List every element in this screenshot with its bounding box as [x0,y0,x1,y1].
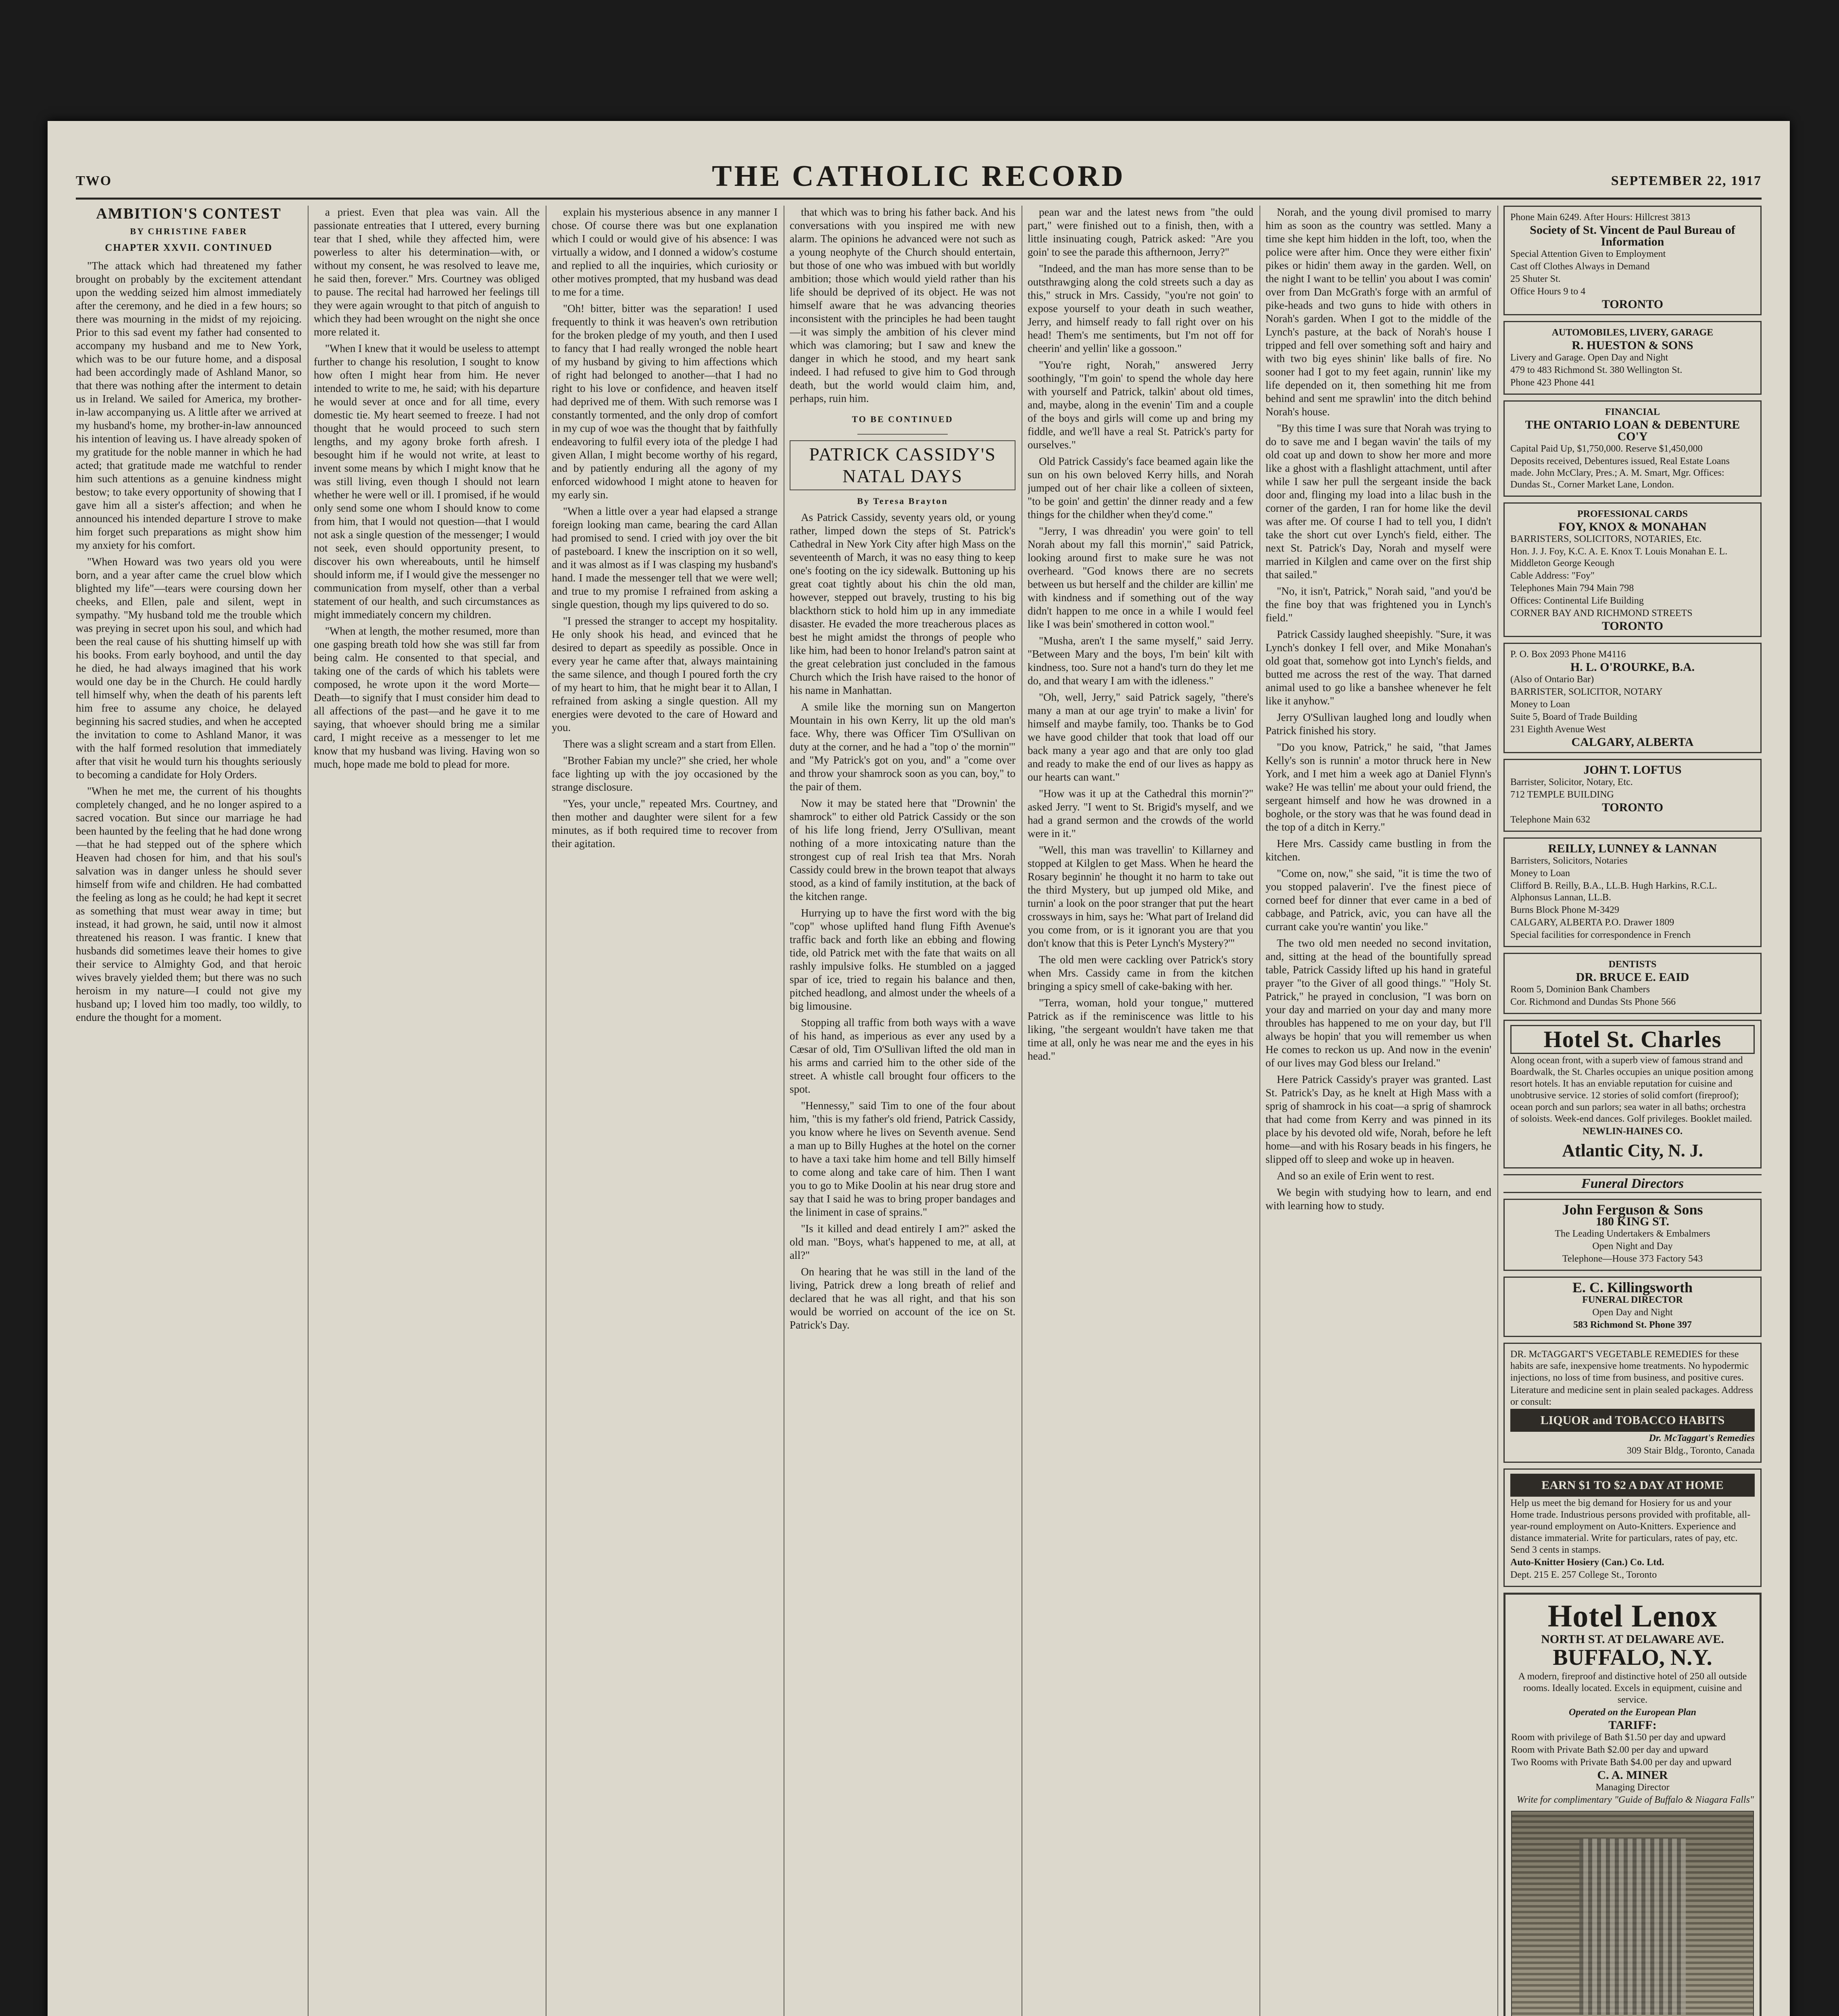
ad-text: Phone 423 Phone 441 [1510,377,1595,388]
ad-mctaggart [1503,1343,1762,1463]
ad-reilly-lunney [1503,837,1762,947]
ad-section-head: PROFESSIONAL CARDS [1577,509,1688,519]
paragraph: "When he met me, the current of his thoughts completely changed, and he no longer aspired to a sacred vocation. But since our marriage he had been haunted by the feeling that he had done wrong—that he had stepped out of the sphere which Heaven had chosen for him, and that his soul's salvation was in danger unless he should sever himself from wife and children. He had combatted the feeling as long as he could; he had kept it secret as something that must wear away in time; but instead, it had grown, he said, until now it almost threatened his reason. I was frantic. I knew that husbands did sometimes leave their homes to give their service to Almighty God, and that heroic wives bravely yielded them; but there was no such heroism in my nature—I could not give my husband up; I loved him too madly, too wildly, to endure the thought for a moment. [76,785,302,1023]
paragraph: explain his mysterious absence in any manner I chose. Of course there was but one explanation which I could or would give of his absence: I was virtually a widow, and I donned a widow's costume and replied to all the inquiries, which curiosity or other motives prompted, that my husband was dead to me for a time. [552,206,778,298]
paragraph: "When a little over a year had elapsed a strange foreign looking man came, bearing the card Allan had promised to send. I cried with joy over the bit of pasteboard. I knew the inscription on it so well, and it was almost as if I was clasping my husband's hand. I made the messenger tell that we were well; and true to my promise I refrained from asking a single question, though my lips quivered to do so. [552,505,778,610]
ad-title: DR. BRUCE E. EAID [1576,971,1689,984]
ad-hotel-st-charles [1503,1020,1762,1168]
funeral-directors-heading: Funeral Directors [1503,1174,1762,1193]
paragraph: Here Patrick Cassidy's prayer was granted. Last St. Patrick's Day, as he knelt at High Mass with a sprig of shamrock in his coat—a sprig of shamrock that had come from Kerry and was pinned in its place by his devoted old wife, Norah, before he left home—and with his Rosary beads in his fingers, he slipped off to sleep and woke up in heaven. [1266,1073,1491,1165]
ad-rate: Two Rooms with Private Bath $4.00 per day and upward [1511,1757,1732,1768]
column-3 [552,206,778,2016]
ad-text: Office Hours 9 to 4 [1510,286,1586,297]
ad-text: Barrister, Solicitor, Notary, Etc. [1510,777,1633,787]
ad-title: Hotel Lenox [1547,1598,1718,1633]
ad-manager: C. A. MINER [1597,1768,1668,1782]
ad-phone: Telephone—House 373 Factory 543 [1562,1254,1703,1264]
paragraph: And so an exile of Erin went to rest. [1277,1170,1435,1182]
ad-city: TORONTO [1601,619,1664,633]
ad-title: FOY, KNOX & MONAHAN [1558,520,1707,533]
ad-orourke [1503,643,1762,753]
issue-date: SEPTEMBER 22, 1917 [1611,173,1762,188]
ad-text: Money to Loan [1510,699,1570,710]
ad-text: Cable Address: "Foy" [1510,571,1595,581]
paragraph: "Come on, now," she said, "it is time the two of you stopped palaverin'. I've the finest piece of corned beef for dinner that ever came in a bed of cabbage, and Patrick, avic, you can have all the currant cake you're wantin' you like." [1266,867,1491,933]
paragraph: "When at length, the mother resumed, more than one gasping breath told how she was still far from being calm. He consented to that special, and taking one of the cards of which his tablets were composed, he wrote upon it the word Morte—Death—to signify that I must consider him dead to all affections of the past—and he gave it to me saying, that whoever should bring me a similar card, I might receive as a messenger to let me know that my husband was living. Having won so much, hope made me bold to plead for more. [314,625,540,770]
story-title-ambitions-contest: AMBITION'S CONTEST [96,206,281,222]
ad-address: 180 KING ST. [1596,1215,1669,1228]
column-rule [1497,206,1498,2016]
ad-text: Offices: Continental Life Building [1510,596,1644,606]
ad-section-head: FINANCIAL [1605,407,1660,417]
paragraph: "Is it killed and dead entirely I am?" asked the old man. "Boys, what's happened to me, at all, at all?" [790,1223,1015,1261]
ad-text: A modern, fireproof and distinctive hotel of 250 all outside rooms. Ideally located. Excels in equipment, cuisine and service. [1518,1671,1747,1705]
ad-text: Deposits received, Debentures issued, Real Estate Loans made. John McClary, Pres.; A. M. Smart, Mgr. Offices: Dundas St., Corner Market Lane, London. [1510,456,1730,490]
ad-manager-title: Managing Director [1595,1782,1670,1793]
ad-text: FUNERAL DIRECTOR [1582,1295,1683,1305]
divider [857,434,948,435]
ad-text: CORNER BAY AND RICHMOND STREETS [1510,608,1693,619]
ad-text: Cor. Richmond and Dundas Sts Phone 566 [1510,997,1676,1007]
ad-text: 712 TEMPLE BUILDING [1510,789,1614,800]
ad-text: Open Night and Day [1592,1241,1673,1252]
paragraph: pean war and the latest news from "the ould part," were finished out to a finish, then, with a little insinuating cough, Patrick asked: "Are you goin' to see the parade this afthernoon, Jerry?" [1028,206,1253,258]
ad-text: Special Attention Given to Employment [1510,249,1666,259]
ad-text: Open Day and Night [1592,1307,1673,1318]
hotel-building-illustration [1511,1811,1754,2016]
ad-hueston [1503,321,1762,395]
advertisements-column [1503,206,1762,2016]
ad-title: JOHN T. LOFTUS [1583,763,1682,777]
ad-text: DR. McTAGGART'S VEGETABLE REMEDIES for these habits are safe, inexpensive home treatments. No hypodermic injections, no loss of time from business, and positive cures. [1510,1349,1749,1383]
ad-text: Literature and medicine sent in plain sealed packages. Address or consult: [1510,1385,1753,1407]
ad-text: Clifford B. Reilly, B.A., LL.B. Hugh Harkins, R.C.L. Alphonsus Lannan, LL.B. [1510,881,1717,903]
ad-title: E. C. Killingsworth [1572,1279,1693,1295]
ad-street: NORTH ST. AT DELAWARE AVE. [1541,1633,1724,1646]
ad-ontario-loan [1503,400,1762,497]
chapter-heading: CHAPTER XXVII. CONTINUED [105,242,273,253]
paragraph: "You're right, Norah," answered Jerry soothingly, "I'm goin' to spend the whole day here with yourself and Patrick, talkin' about old times, and, maybe, along in the evenin' Tim and a couple of the boys and girls will come up and bring my fiddle, and we'll have a real St. Patrick's party for ourselves." [1028,359,1253,451]
ad-text: Special facilities for correspondence in French [1510,930,1691,940]
ad-title: H. L. O'ROURKE, B.A. [1570,660,1695,674]
ad-text: BARRISTERS, SOLICITORS, NOTARIES, Etc. [1510,534,1702,544]
ad-text: Suite 5, Board of Trade Building [1510,712,1637,722]
story-byline: By Teresa Brayton [857,496,948,506]
column-2 [314,206,540,2016]
paragraph: Stopping all traffic from both ways with a wave of his hand, as imperious as ever any used by a Cæsar of old, Tim O'Sullivan lifted the old man in his arms and carried him to the other side of the street. A whistle call brought four officers to the spot. [790,1016,1015,1095]
paragraph: "When I knew that it would be useless to attempt further to change his resolution, I sought to know how often I might hear from him. He never intended to write to me, he said; with his departure he would sever at once and for all time, every domestic tie. My heart seemed to freeze. I had not thought that he would proceed to such stern lengths, and my agony broke forth afresh. I besought him if he would not write, at least to invent some means by which I might know that he was still living, even though I should not learn whether he were well or ill. I promised, if he would only send some one whom I should know to come from him, that I would not question—that I would not ask a single question of the messenger; I would not seek, even should opportunity present, to discover his own whereabouts, until he himself should inform me, if I would give the messenger no communication from myself, other than a verbal statement of our health, and such circumstances as might immediately concern my children. [314,342,540,621]
ad-dentist [1503,953,1762,1014]
paragraph: "Jerry, I was dhreadin' you were goin' to tell Norah about my fall this mornin'," said Patrick, looking around first to make sure he was not overheard. "God knows there are no secrets between us but herself and the childer are killin' me with kindness and if something out of the way didn't happen to me once in a while I would feel like I was bein' smothered in cotton wool." [1028,525,1253,630]
ad-text: BARRISTER, SOLICITOR, NOTARY [1510,687,1663,697]
ad-text: The Leading Undertakers & Embalmers [1555,1229,1710,1239]
ad-hotel-lenox [1503,1593,1762,2016]
ad-text: 231 Eighth Avenue West [1510,724,1606,735]
ad-title: REILLY, LUNNEY & LANNAN [1548,842,1717,855]
ad-text: Along ocean front, with a superb view of famous strand and Boardwalk, the St. Charles occupies an unique position among resort hotels. It has an enviable reputation for cuisine and unobtrusive service. 12 stories of solid comfort (fireproof); ocean porch and sun parlors; sea water in all baths; orchestra of soloists. Week-end dances. Golf privileges. Booklet mailed. [1510,1055,1754,1124]
column-6 [1266,206,1491,2016]
ad-ferguson [1503,1199,1762,1271]
paragraph: "Terra, woman, hold your tongue," muttered Patrick as if the reminiscence was little to his liking, "the sergeant wouldn't have taken me that time at all, only he was near me and the eyes in his head." [1028,997,1253,1062]
ad-rate: Room with Private Bath $2.00 per day and upward [1511,1745,1708,1755]
page-number-word: TWO [76,173,112,188]
paragraph: There was a slight scream and a start from Ellen. [563,738,776,750]
paper-title: THE CATHOLIC RECORD [712,160,1126,193]
paragraph: "Hennessy," said Tim to one of the four about him, "this is my father's old friend, Patrick Cassidy, you know where he lives on Seventh avenue. Send a man up to Billy Hughes at the hotel on the corner to have a taxi take him home and tell Billy himself to come along and take care of him. Then I want you to go to Mike Doolin at his near drug store and say that I said he was to bring proper bandages and the liniment in case of sprains." [790,1100,1015,1218]
paragraph: "Brother Fabian my uncle?" she cried, her whole face lighting up with the joy occasioned by the strange disclosure. [552,754,778,793]
ad-foy-knox [1503,502,1762,637]
ad-banner: LIQUOR and TOBACCO HABITS [1510,1409,1755,1432]
paragraph: "Indeed, and the man has more sense than to be outsthrawging along the cold streets such a day as this," struck in Mrs. Cassidy, "you're not goin' to expose yourself to your death in such weather, Jerry, and himself ready to fall right over on his head! Them's me sentiments, but I'm not off for cheerin' and yellin' like a gossoon." [1028,262,1253,354]
column-rule [1259,206,1260,2016]
ad-owner: NEWLIN-HAINES CO. [1582,1126,1683,1137]
paragraph: "Oh, well, Jerry," said Patrick sagely, "there's many a man at our age tryin' to make a livin' for himself and maybe family, too. Thanks be to God we have good childer that took that load off our back many a year ago and that are only too glad and ready to make the end of our lives as happy as our hearts can want." [1028,691,1253,783]
ad-city: TORONTO [1601,298,1664,311]
ad-text: (Also of Ontario Bar) [1510,674,1594,685]
paragraph: Jerry O'Sullivan laughed long and loudly when Patrick finished his story. [1266,711,1491,737]
paragraph: We begin with studying how to learn, and end with learning how to study. [1266,1186,1491,1212]
paragraph: Patrick Cassidy laughed sheepishly. "Sure, it was Lynch's donkey I fell over, and Mike Monahan's old goat that, somehow got into Lynch's fields, and butted me across the rest of the way. That darned animal used to go like a banshee whenever he felt like it anyhow." [1266,628,1491,707]
paragraph: "Do you know, Patrick," he said, "that James Kelly's son is runnin' a motor thruck here in New York, and I met him a week ago at Daniel Flynn's wake? He was tellin' me about your ould friend, the sergeant himself and how he was drowned in a boghole, or the story was that he was found dead in the top of a ditch in Kerry." [1266,741,1491,833]
column-1 [76,206,302,2016]
ad-section-head: AUTOMOBILES, LIVERY, GARAGE [1551,327,1714,338]
ad-address: 25 Shuter St. [1510,274,1561,284]
ad-text: P. O. Box 2093 Phone M4116 [1510,649,1626,660]
ad-text: Livery and Garage. Open Day and Night [1510,352,1668,363]
ad-section-head: DENTISTS [1608,959,1657,970]
paragraph: As Patrick Cassidy, seventy years old, or young rather, limped down the steps of St. Patrick's Cathedral in New York City after high Mass on the seventeenth of March, it was no easy thing to keep one's footing on the icy sidewalk. Buttoning up his great coat tightly about his chin the old man, however, stepped out bravely, trusting to his big blackthorn stick to hold him up in any immediate disaster. He evaded the more treacherous places as best he might amidst the throngs of people who like him, had been to honor Ireland's patron saint at the great celebration just concluded in the famous Church which the Irish have raised to the honor of his name in Manhattan. [790,511,1015,696]
ad-text: Write for complimentary "Guide of Buffalo & Niagara Falls" [1516,1795,1754,1805]
ad-text: Cast off Clothes Always in Demand [1510,261,1650,272]
ad-text: Barristers, Solicitors, Notaries [1510,856,1628,866]
paragraph: Hurrying up to have the first word with the big "cop" whose uplifted hand flung Fifth Avenue's traffic back and forth like an ebbing and flowing tide, old Patrick met with the fate that waits on all rashly impulsive folks. He stumbled on a jagged spar of ice, tried to regain his balance and then, pitched headlong, and almost under the wheels of a big limousine. [790,907,1015,1012]
ad-loftus [1503,759,1762,832]
ad-tariff-label: TARIFF: [1608,1718,1657,1732]
paragraph: "Musha, aren't I the same myself," said Jerry. "Between Mary and the boys, I'm bein' kilt with kindness, too. Sure not a hand's turn do they let me do, and that weary I am with the idleness." [1028,635,1253,687]
ad-city: BUFFALO, N.Y. [1553,1645,1712,1670]
to-be-continued: TO BE CONTINUED [852,414,953,424]
ad-text: Hon. J. J. Foy, K.C. A. E. Knox T. Louis Monahan E. L. Middleton George Keough [1510,546,1728,569]
story-title-patrick-cassidy: PATRICK CASSIDY'S NATAL DAYS [790,440,1015,490]
ad-title: R. HUESTON & SONS [1572,339,1693,352]
paragraph: "Oh! bitter, bitter was the separation! I used frequently to think it was heaven's own retribution for the broken pledge of my youth, and then I used to fancy that I had really wronged the noble heart of my husband by giving to him affections which of right had belonged to another—that I had no right to his love or confidence, and heaven itself had deprived me of them. With such remorse was I constantly tormented, and the only drop of comfort in my cup of woe was the thought that by faithfully endeavoring to fulfil every iota of the pledge I had given Allan, I might become worthy of his regard, and by patiently enduring all the agony of my enforced widowhood I might atone to heaven for my early sin. [552,302,778,501]
paragraph: "Yes, your uncle," repeated Mrs. Courtney, and then mother and daughter were silent for a few minutes, as if both required time to recover from their agitation. [552,798,778,850]
column-rule [308,206,309,2016]
paragraph: "No, it isn't, Patrick," Norah said, "and you'd be the fine boy that was frightened you in Lynch's field." [1266,585,1491,624]
ad-company: Auto-Knitter Hosiery (Can.) Co. Ltd. [1510,1557,1664,1568]
paragraph: Norah, and the young divil promised to marry him as soon as the country was settled. Many a time she kept him hidden in the loft, too, when the police were after him. Once they were either fixin' pikes or hidin' them away in the garden. Well, on the night I want to be tellin' you about I was comin' over from Dan McGrath's forge with an armful of pike-heads and two guns to hide with others in Norah's garden. When I got to the middle of the Lynch's pasture, at the back of Norah's house I tripped and fell over something soft and hairy and with two big eyes shinin' like balls of fire. No sooner had I got to my feet again, runnin' like my life depended on it, then something hit me from behind and sent me sprawlin' into the ditch behind Norah's house. [1266,206,1491,418]
ad-text: CALGARY, ALBERTA P.O. Drawer 1809 [1510,917,1674,928]
ad-text: Burns Block Phone M-3429 [1510,905,1619,915]
ad-text: Help us meet the big demand for Hosiery for us and your Home trade. Industrious persons provided with profitable, all-year-round employment on Auto-Knitters. Experience and distance immaterial. Write for particulars, rates of pay, etc. Send 3 cents in stamps. [1510,1498,1751,1555]
paragraph: A smile like the morning sun on Mangerton Mountain in his own Kerry, lit up the old man's face. Why, there was Officer Tim O'Sullivan on duty at the corner, and he had a "top o' the mornin'" and "My Patrick's got on you, and" a "come over and throw your shamrock soon as you can, boy," to the pair of them. [790,701,1015,793]
ad-phone: Telephone Main 632 [1510,814,1591,825]
ad-title: Society of St. Vincent de Paul Bureau of Information [1530,223,1735,248]
paragraph: "How was it up at the Cathedral this mornin'?" asked Jerry. "I went to St. Brigid's myself, and we had a grand sermon and the crowds of the world were in it." [1028,787,1253,839]
ad-title: Hotel St. Charles [1510,1025,1755,1054]
column-5 [1028,206,1253,2016]
masthead [76,149,1762,200]
ad-text: 479 to 483 Richmond St. 380 Wellington St. [1510,365,1683,375]
paragraph: "By this time I was sure that Norah was trying to do to save me and I began wavin' the tails of my old coat up and down to show her more and more like a ghost with a flashlight attachment, until after while I saw her pull the sergeant inside the back door and, flinging my load into a lilac bush in the corner of the garden, I ran for home like the devil was after me. Of course I had to tell you, I didn't take the short cut over Lynch's field, either. The next St. Patrick's Day, Norah and myself were married in Kilglen and came over on the first ship that sailed." [1266,422,1491,581]
ad-phone: Phone Main 6249. After Hours: Hillcrest 3813 [1510,212,1690,223]
ad-text: Capital Paid Up, $1,750,000. Reserve $1,450,000 [1510,444,1703,454]
ad-text: Telephones Main 794 Main 798 [1510,583,1634,594]
ad-address: 583 Richmond St. Phone 397 [1573,1320,1692,1330]
paragraph: The two old men needed no second invitation, and, sitting at the head of the bountifully spread table, Patrick Cassidy lifted up his hand in grateful prayer "to the Giver of all good things." "Holy St. Patrick," he prayed in conclusion, "I was born on your day and married on your day and many more throubles has happened to me on your day, but I'll always be hopin' that you will remember us when He comes to reckon us up. And now in the evenin' of our lives may God bless our Ireland." [1266,937,1491,1069]
ad-text: Operated on the European Plan [1568,1707,1697,1718]
newspaper-page [48,121,1790,2016]
ad-auto-knitter [1503,1468,1762,1587]
paragraph: Old Patrick Cassidy's face beamed again like the sun on his own beloved Kerry hills, and Norah jumped out of her chair like a colleen of sixteen, "to be goin' and gettin' the dinner ready and a few things for the childher when they'd come." [1028,455,1253,521]
ad-title: THE ONTARIO LOAN & DEBENTURE CO'Y [1525,418,1740,443]
paragraph: "I pressed the stranger to accept my hospitality. He only shook his head, and evinced that he desired to depart as speedily as possible. Once in every year he came after that, always maintaining the same silence, and though I poured forth the cry of my heart to him, that he might bear it to Allan, I refrained from asking a single question. All my energies were devoted to the care of Howard and you. [552,615,778,733]
column-4 [790,206,1015,2016]
paragraph: Now it may be stated here that "Drownin' the shamrock" to either old Patrick Cassidy or the son of his life long friend, Jerry O'Sullivan, meant nothing of a more intoxicating nature than the strongest cup of real Irish tea that Mrs. Norah Cassidy could brew in the brown teapot that always stood, as a kind of family institution, at the back of the kitchen range. [790,797,1015,902]
paragraph: "When Howard was two years old you were born, and a year after came the cruel blow which blighted my life"—tears were coursing down her cheeks, and Ellen, pale and silent, wept in sympathy. "My husband told me the trouble which was preying in secret upon his soul, and which had been the real cause of his shutting himself up with his books. From early boyhood, and until the day he died, he had always imagined that his work would one day be in the Church. He could hardly tell himself why, when the death of his parents left him free to assume any choice, he delayed beginning his sacred studies, and when he accepted the invitation to come to Ashland Manor, it was with the half formed resolution that immediately after that visit he would turn his thoughts seriously to becoming a candidate for Holy Orders. [76,556,302,781]
ad-banner: EARN $1 TO $2 A DAY AT HOME [1510,1474,1755,1497]
ad-city: CALGARY, ALBERTA [1571,735,1694,749]
paragraph: The old men were cackling over Patrick's story when Mrs. Cassidy came in from the kitchen bringing a spicy smell of cake-baking with her. [1028,954,1253,992]
ad-vincent-de-paul [1503,206,1762,315]
paragraph: that which was to bring his father back. And his conversations with you inspired me with new alarm. The opinions he advanced were not such as a young neophyte of the Church should entertain, but those of one who was imbued with but worldly ambition; those which would yield rather than his life should be deprived of its object. He was not himself aware that he was advancing theories inconsistent with the principles he had been taught—it was simply the ambition of his clever mind which was clamoring; but I saw and knew the danger in which he stood, and my heart sank indeed. I had refused to give him to God through death, but the world would claim him, and, perhaps, ruin him. [790,206,1015,404]
ad-killingsworth [1503,1277,1762,1337]
ad-address: 309 Stair Bldg., Toronto, Canada [1626,1445,1755,1456]
paragraph: "Well, this man was travellin' to Killarney and stopped at Kilglen to get Mass. When he heard the Rosary beginnin' he thought it no harm to take out the third Mystery, but up jumped old Mike, and turnin' a look on the poor stranger that put the heart crossways in him, says he: 'What part of Ireland did you come from, or is it ignorant you are that you don't know that this is Peter Lynch's Mystery?'" [1028,844,1253,949]
ad-city: TORONTO [1601,801,1664,814]
paragraph: "The attack which had threatened my father brought on probably by the excitement attendant upon the wedding seized him almost immediately after the ceremony, and he died in a few hours; so there was mourning in the midst of my rejoicing. Prior to this sad event my father had consented to accompany my husband and me to New York, which was to be our future home, and a disposal had been accordingly made of Ashland Manor, so that there was nothing after the interment to detain us in Ireland. We sailed for America, my brother-in-law accompanying us. A little after we arrived at my husband's home, my brother-in-law announced his intention of leaving us. I have already spoken of my gratitude for the noble manner in which he had acted; that gratitude made me watchful to render him such attentions as a genuine kindness might bestow; to take every opportunity of showing that I gave him all a sister's affection; and when he announced his intended departure I strove to make him forget such preparations as might show him my anxiety for his comfort. [76,260,302,551]
paragraph: Here Mrs. Cassidy came bustling in from the kitchen. [1266,837,1491,863]
ad-text: Money to Loan [1510,868,1570,879]
ad-text: Room 5, Dominion Bank Chambers [1510,984,1650,995]
story-byline: BY CHRISTINE FABER [130,226,248,236]
ad-title: John Ferguson & Sons [1562,1202,1703,1218]
ad-address: Dept. 215 E. 257 College St., Toronto [1510,1570,1657,1580]
paragraph: a priest. Even that plea was vain. All the passionate entreaties that I uttered, every burning tear that I shed, while they affected him, were powerless to alter his determination—with, or without my consent, he was resolved to leave me, he said then, forever." Mrs. Courtney was obliged to pause. The recital had harrowed her feelings till they were again wrought to that pitch of anguish to which they had been wrought on the night she once more related it. [314,206,540,338]
paragraph: On hearing that he was still in the land of the living, Patrick drew a long breath of relief and declared that he was all right, and that his son would be worried on account of the ice on St. Patrick's Day. [790,1266,1015,1331]
ad-rate: Room with privilege of Bath $1.50 per day and upward [1511,1732,1726,1743]
ad-city: Atlantic City, N. J. [1562,1141,1703,1160]
ad-signature: Dr. McTaggart's Remedies [1649,1433,1755,1443]
